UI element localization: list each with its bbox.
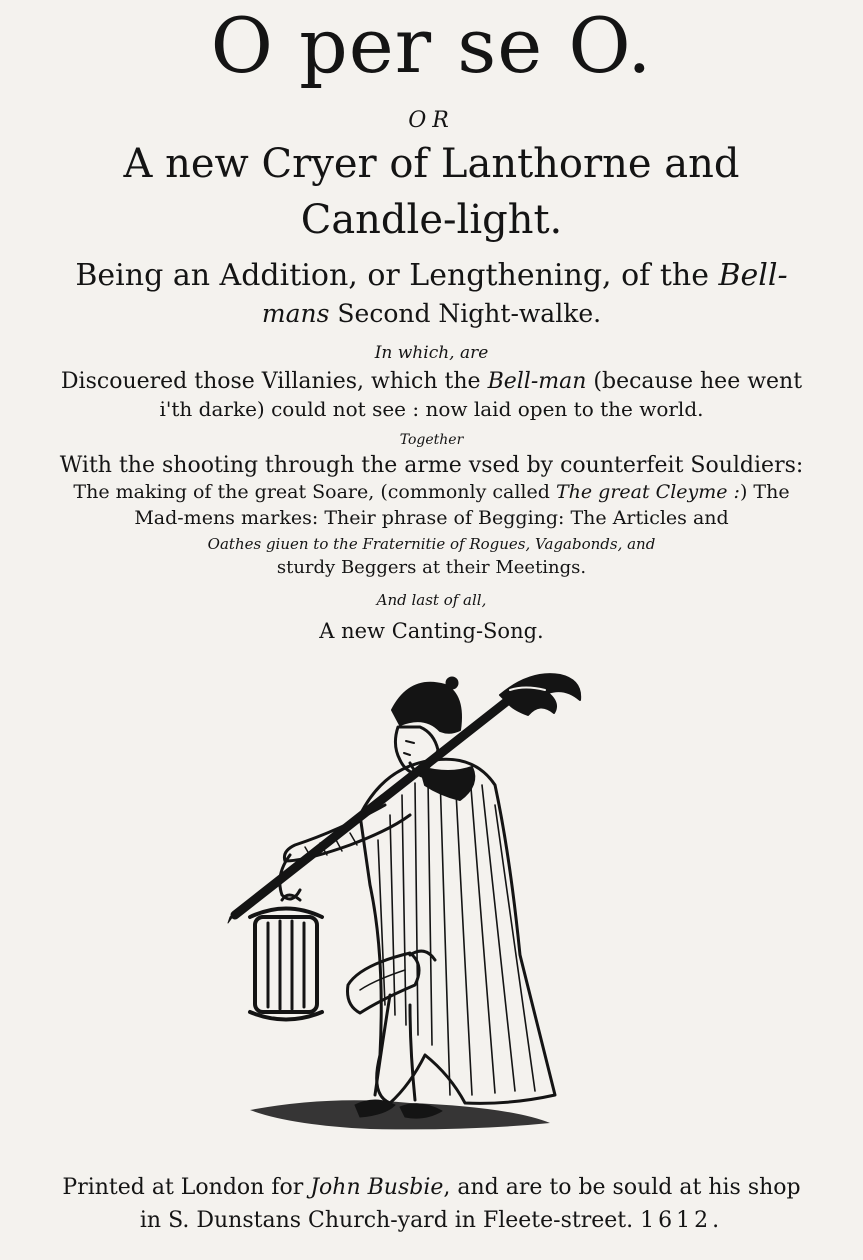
great-cleyme-italic: The great Cleyme :: [555, 481, 740, 503]
together-line-3: Mad-mens markes: Their phrase of Begging: The Articles and: [134, 507, 729, 529]
subtitle-line-2: Candle-light.: [300, 197, 563, 243]
imprint-year: 1612.: [640, 1208, 724, 1233]
subtitle-line-1: A new Cryer of Lanthorne and: [123, 141, 740, 187]
addition-line-2: [0, 301, 863, 326]
discovered-text: Discouered those Villanies, which the: [60, 369, 488, 394]
or-conjunction: OR: [408, 108, 455, 133]
addition-line-1: [0, 258, 863, 293]
imprint-line-2: [0, 1210, 863, 1232]
bellman-italic: Bell-: [718, 258, 788, 293]
together-line-1: With the shooting through the arme vsed by counterfeit Souldiers:: [59, 453, 804, 478]
last-of-all-heading: And last of all,: [376, 591, 487, 609]
sold-text: , and are to be sould at his shop: [443, 1175, 801, 1200]
publisher-name: John Busbie: [310, 1175, 444, 1200]
together-heading: Together: [399, 432, 464, 448]
in-which-heading: In which, are: [374, 343, 489, 363]
bell-man-italic: Bell-man: [487, 369, 587, 394]
addition-text: Being an Addition, or Lengthening, of the: [75, 258, 719, 293]
discovered-line-2: i'th darke) could not see : now laid open to the world.: [159, 397, 704, 421]
together-line-5: sturdy Beggers at their Meetings.: [276, 557, 587, 578]
together-line-2: [0, 483, 863, 502]
discovered-line-1: [0, 371, 863, 393]
because-text: (because hee went: [586, 369, 803, 394]
soare-text: The making of the great Soare, (commonly called: [73, 481, 556, 503]
page-title: O per se O.: [210, 1, 653, 90]
the-text: ) The: [739, 481, 790, 503]
canting-song-title: A new Canting-Song.: [319, 619, 544, 643]
mans-italic: mans: [261, 299, 330, 328]
address-text: in S. Dunstans Church-yard in Fleete-street.: [139, 1208, 634, 1233]
imprint-line-1: [0, 1177, 863, 1199]
night-walke-text: Second Night-walke.: [329, 299, 602, 328]
bellman-woodcut-icon: [210, 655, 610, 1160]
together-line-4: Oathes giuen to the Fraternitie of Rogues, Vagabonds, and: [207, 535, 656, 553]
printed-text: Printed at London for: [62, 1175, 311, 1200]
